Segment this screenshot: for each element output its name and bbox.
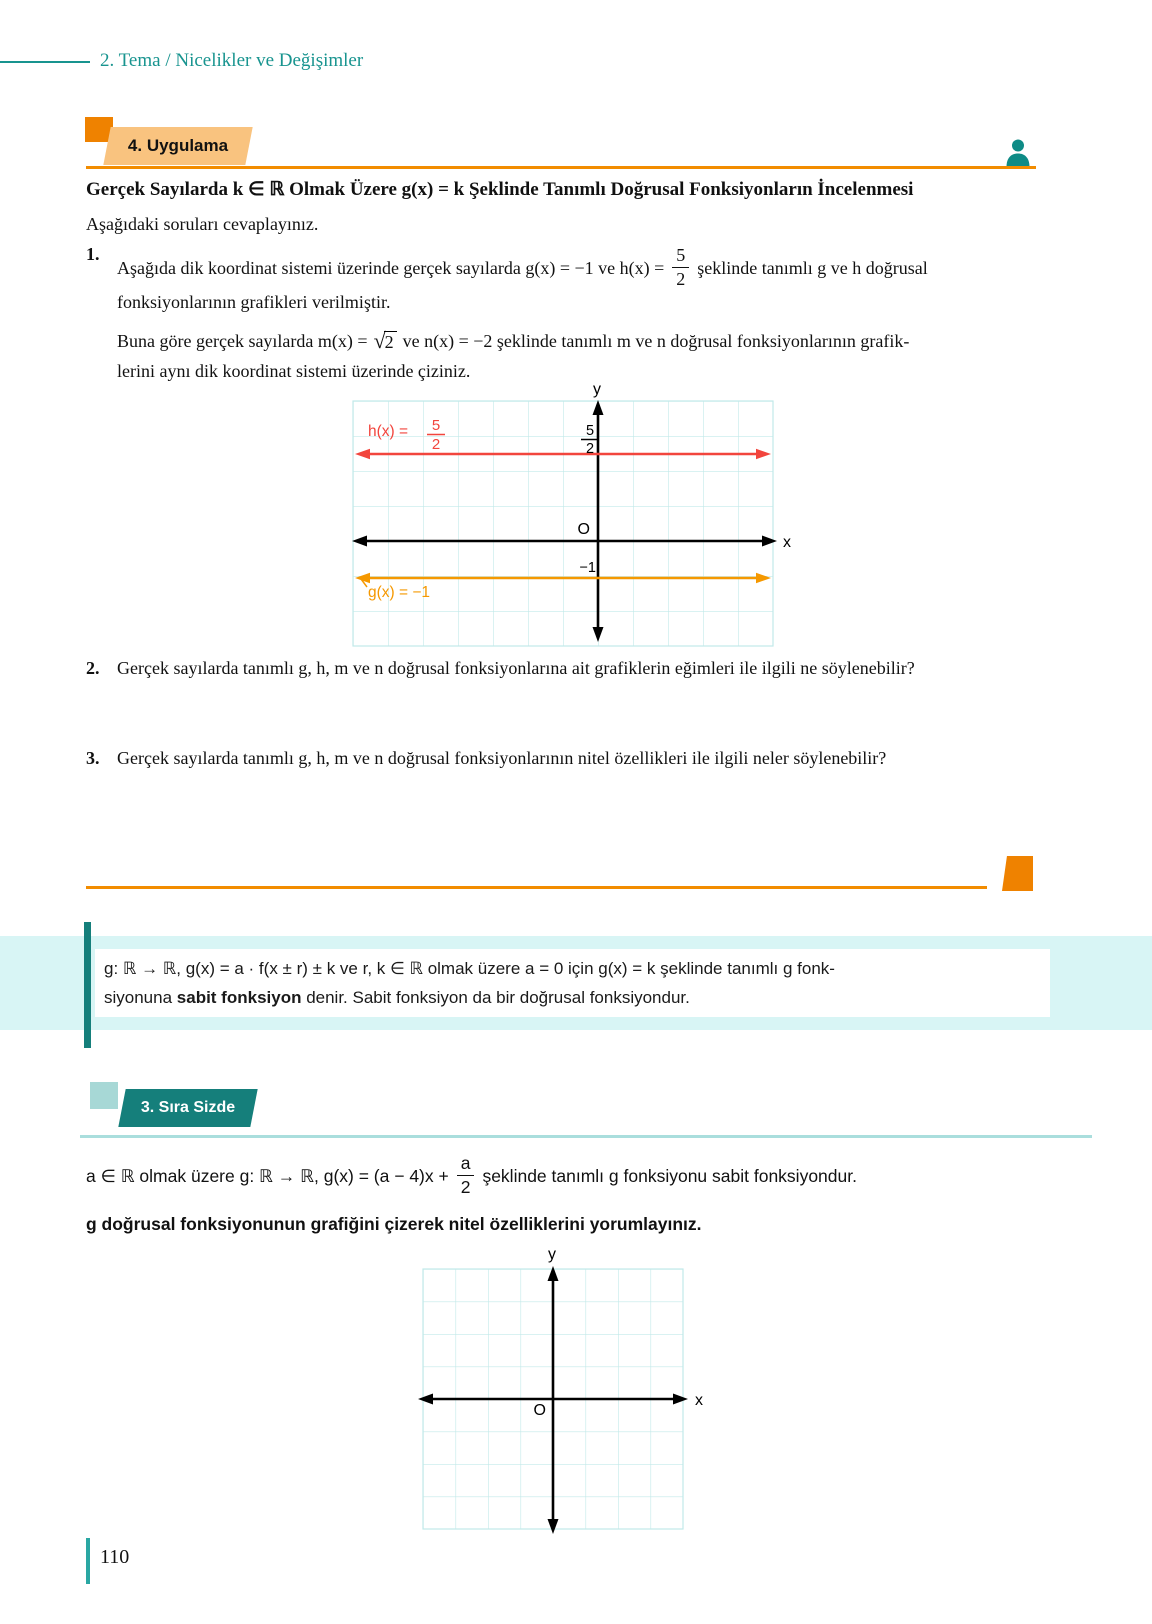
g-label: g(x) = −1	[368, 584, 431, 601]
origin-label: O	[533, 1402, 546, 1419]
person-icon-head	[1012, 140, 1024, 152]
person-icon-body	[1007, 154, 1030, 168]
question-2-text: Gerçek sayılarda tanımlı g, h, m ve n doğrusal fonksiyonlarına ait grafiklerin eğimleri ile ilgili ne söylenebilir?	[117, 658, 915, 678]
section-divider-trapezoid	[1002, 856, 1033, 891]
sqrt-2: √2	[374, 328, 397, 354]
sira-sizde-statement	[86, 1152, 1086, 1200]
grid	[353, 401, 773, 646]
sira-sizde-square	[90, 1082, 118, 1109]
activity-title: Gerçek Sayılarda k ∈ ℝ Olmak Üzere g(x) = k Şeklinde Tanımlı Doğrusal Fonksiyonların İncelenmesi	[86, 179, 914, 200]
y-axis-label: y	[593, 381, 601, 398]
question-1-line3	[117, 321, 1054, 361]
tick-minus1: −1	[579, 560, 596, 576]
section-divider-rule	[86, 886, 987, 889]
definition-bar	[84, 922, 91, 1048]
question-2	[86, 658, 1054, 679]
question-1-body	[117, 244, 1054, 382]
question-2-number: 2.	[86, 658, 100, 678]
statement-text: a ∈ ℝ olmak üzere g: ℝ → ℝ, g(x) = (a − 4)x +	[86, 1165, 449, 1186]
breadcrumb: 2. Tema / Nicelikler ve Değişimler	[100, 50, 364, 71]
question-1-line2: fonksiyonlarının grafikleri verilmiştir.	[117, 292, 391, 312]
question-3	[86, 748, 1054, 769]
page-number-bar	[86, 1538, 90, 1584]
definition-line1: g: ℝ → ℝ, g(x) = a · f(x ± r) ± k ve r, k ∈ ℝ olmak üzere a = 0 için g(x) = k şeklinde tanımlı g fonk-	[104, 959, 835, 978]
question-1-line1	[117, 244, 1054, 292]
q1-text: şeklinde tanımlı g ve h doğrusal	[697, 257, 928, 278]
y-axis-label: y	[548, 1246, 556, 1263]
definition-box	[95, 949, 1050, 1017]
origin-label: O	[577, 521, 590, 538]
question-3-number: 3.	[86, 748, 100, 768]
h-frac-num: 5	[431, 417, 441, 434]
graph-empty-grid	[395, 1243, 715, 1545]
activity-rule	[86, 166, 1036, 169]
q1-text: ve n(x) = −2 şeklinde tanımlı m ve n doğrusal fonksiyonlarının grafik-	[402, 330, 910, 351]
definition-line2	[104, 983, 1050, 1012]
h-label: h(x) =	[368, 423, 409, 440]
question-3-text: Gerçek sayılarda tanımlı g, h, m ve n doğrusal fonksiyonlarının nitel özellikleri ile ilgili neler söylenebilir?	[117, 748, 887, 768]
tick-5-2-den: 2	[585, 441, 595, 457]
sira-sizde-task: g doğrusal fonksiyonunun grafiğini çizerek nitel özelliklerini yorumlayınız.	[86, 1214, 702, 1234]
header-rule	[0, 61, 90, 63]
page-number: 110	[100, 1546, 130, 1568]
question-1-number: 1.	[86, 244, 100, 264]
fraction-a-2: $\frac{a}{2}$	[457, 1154, 475, 1196]
tick-5-2-num: 5	[585, 423, 595, 439]
q1-text: Buna göre gerçek sayılarda m(x) =	[117, 330, 368, 351]
q1-text: Aşağıda dik koordinat sistemi üzerinde gerçek sayılarda g(x) = −1 ve h(x) =	[117, 257, 665, 278]
fraction-5-2: $\frac{5}{2}$	[672, 246, 689, 289]
definition-text: siyonuna	[104, 988, 177, 1007]
activity-intro: Aşağıdaki soruları cevaplayınız.	[86, 214, 319, 234]
activity-badge	[103, 127, 252, 165]
x-axis-label: x	[695, 1392, 703, 1409]
sira-sizde-rule	[80, 1135, 1092, 1138]
definition-text: denir. Sabit fonksiyon da bir doğrusal fonksiyondur.	[301, 988, 690, 1007]
sira-sizde-badge-label: 3. Sıra Sizde	[140, 1099, 236, 1116]
x-axis-label: x	[783, 534, 791, 551]
h-frac-den: 2	[431, 436, 441, 453]
activity-badge-label: 4. Uygulama	[127, 136, 229, 155]
person-icon	[1002, 139, 1034, 168]
definition-term: sabit fonksiyon	[176, 988, 302, 1007]
graph-constant-functions	[340, 364, 810, 660]
statement-text: şeklinde tanımlı g fonksiyonu sabit fonksiyondur.	[482, 1165, 857, 1186]
sira-sizde-badge	[118, 1089, 257, 1127]
question-1-line4: lerini aynı dik koordinat sistemi üzerinde çiziniz.	[117, 361, 471, 381]
question-1	[86, 244, 1054, 382]
